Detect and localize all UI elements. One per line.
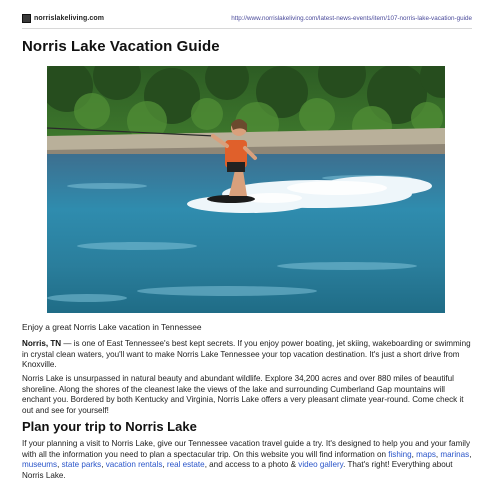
separator: , [101, 460, 106, 469]
link-state-parks[interactable]: state parks [61, 460, 102, 469]
link-maps[interactable]: maps [416, 449, 436, 459]
site-name[interactable]: norrislakeliving.com [34, 15, 105, 22]
location-lead: Norris, TN [22, 339, 62, 348]
intro-paragraph [22, 339, 472, 371]
photo-caption: Enjoy a great Norris Lake vacation in Tennessee [22, 322, 202, 332]
separator: , [411, 449, 417, 459]
separator: , [435, 449, 441, 459]
site-identity[interactable] [22, 14, 104, 23]
intro-text: — is one of East Tennessee's best kept secrets. If you enjoy power boating, jet skiing, wakeboarding or swimming in crystal clean waters, you'll want to make Norris Lake Tennessee your top vacation destination. It's just a short drive from Knoxville. [22, 339, 471, 369]
page-title: Norris Lake Vacation Guide [22, 38, 220, 55]
link-vacation-rentals[interactable]: vacation rentals [105, 460, 163, 469]
separator: , [469, 449, 472, 459]
wakeboarder-on-lake-photo-icon [47, 66, 445, 313]
link-museums[interactable]: museums [22, 460, 58, 469]
link-video-gallery[interactable]: video gallery [298, 460, 344, 469]
separator: , [57, 460, 62, 469]
link-marinas[interactable]: marinas [440, 449, 470, 459]
link-real-estate[interactable]: real estate [166, 460, 205, 469]
plan-paragraph [22, 439, 472, 481]
site-favicon-icon [22, 14, 31, 23]
wakeboarder-photo [47, 66, 445, 313]
plan-outro: . That's right! Everything about Norris Lake. [22, 460, 453, 480]
link-fishing[interactable]: fishing [388, 449, 412, 459]
and-access-text: , and access to a photo & [204, 460, 299, 469]
section-heading: Plan your trip to Norris Lake [22, 419, 197, 434]
page-url[interactable]: http://www.norrislakeliving.com/latest-news-events/item/107-norris-lake-vacation-guide [231, 15, 472, 22]
plan-intro: If your planning a visit to Norris Lake, give our Tennessee vacation travel guide a try. It's designed to help you and your family with all the information you need to plan a spectacular trip. On this website you will find information on [22, 439, 470, 459]
separator: , [162, 460, 167, 469]
description-paragraph: Norris Lake is unsurpassed in natural beauty and abundant wildlife. Explore 34,200 acres and over 880 miles of beautiful shoreline. Along the shores of the cleanest lake the views of the lake and surrounding Cumberland Gap mountains will enchant you. Bordered by both Kentucky and Virginia, Norris Lake offers a very pleasant climate year-round. Come check it out and see for yourself! [22, 374, 464, 415]
page-header [22, 14, 472, 29]
